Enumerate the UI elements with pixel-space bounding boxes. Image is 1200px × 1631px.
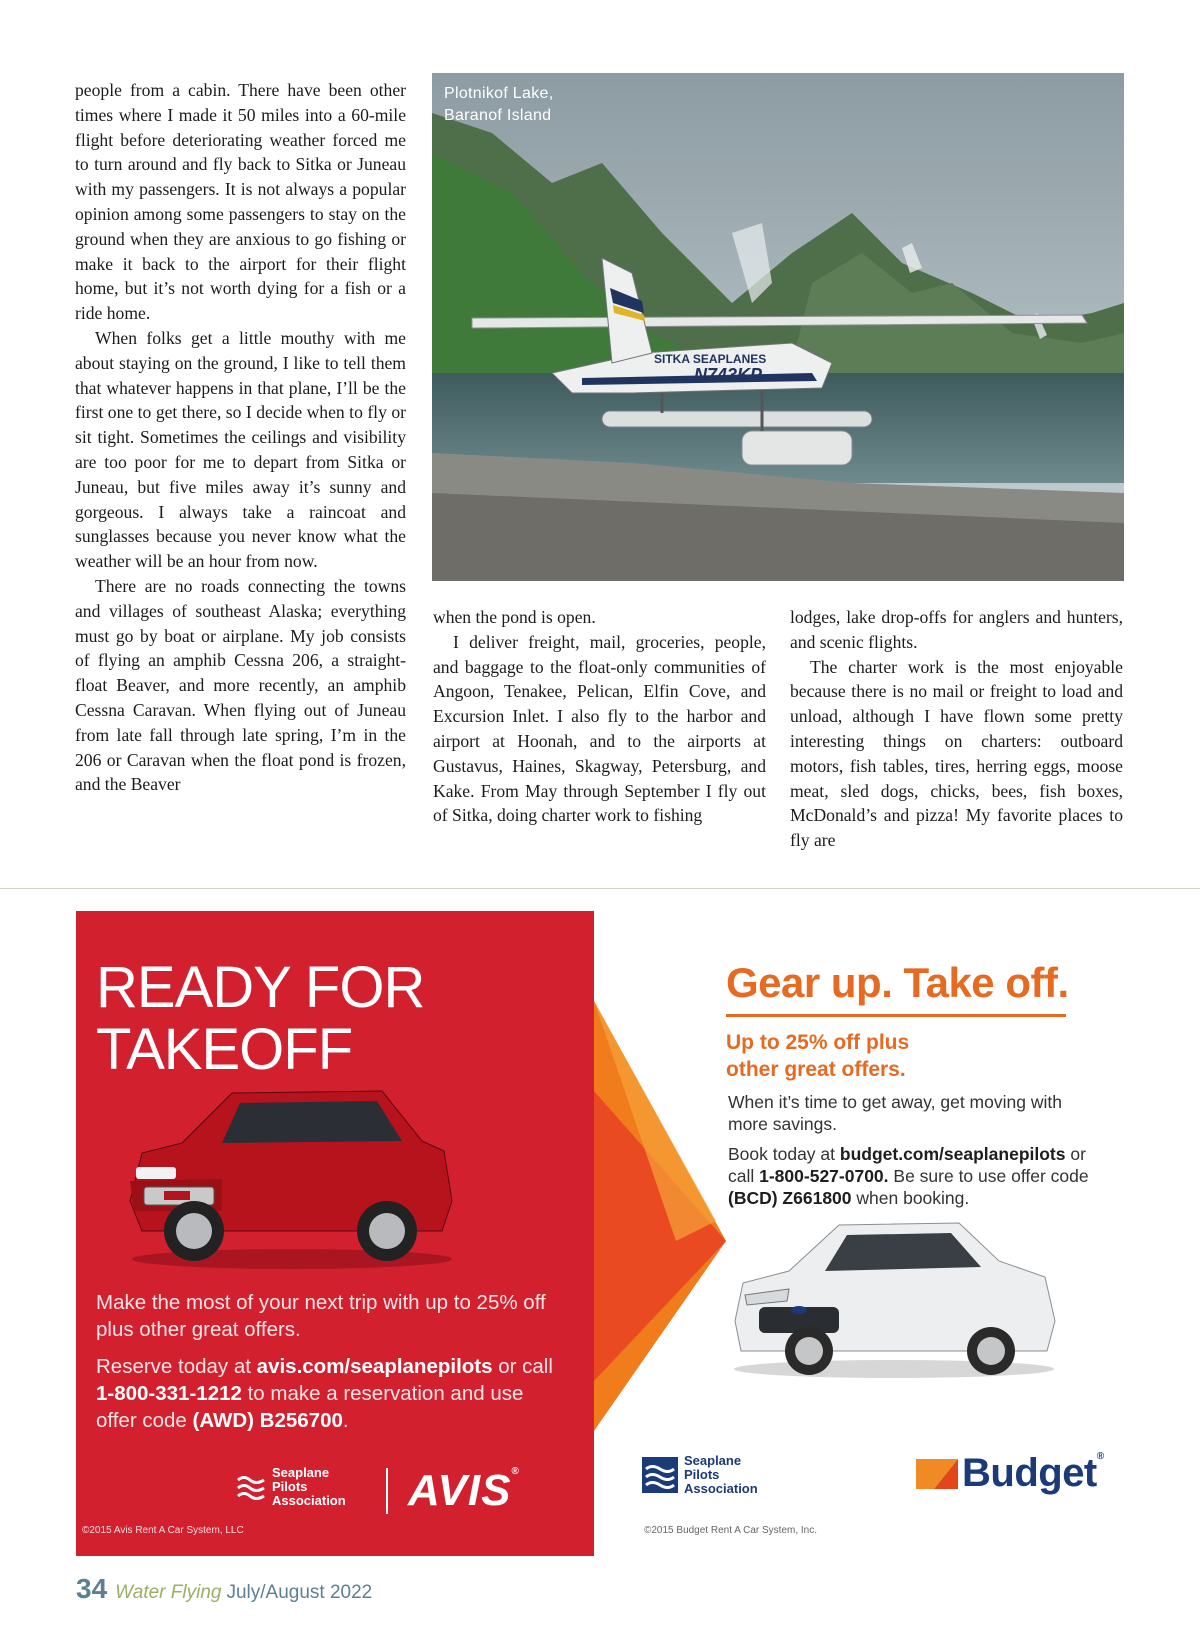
ssa-line: Seaplane <box>684 1453 742 1468</box>
photo-caption <box>444 83 604 127</box>
budget-copyright: ©2015 Budget Rent A Car System, Inc. <box>644 1525 818 1536</box>
text-span: when booking. <box>851 1188 970 1208</box>
budget-book-text <box>728 1143 1108 1209</box>
text-span: Book today at <box>728 1144 840 1164</box>
avis-headline <box>96 957 424 1081</box>
advertisement <box>76 911 1124 1556</box>
avis-phone-number: 1-800-331-1212 <box>96 1382 242 1405</box>
budget-ssa-logo <box>642 1454 758 1496</box>
red-suv-image <box>122 1081 462 1271</box>
wave-icon <box>236 1472 266 1502</box>
caption-line: Baranof Island <box>444 107 552 124</box>
aircraft-registration: N743KP <box>694 365 763 385</box>
text-span: Be sure to use offer code <box>888 1166 1089 1186</box>
seaplane-photo <box>432 73 1124 581</box>
budget-phone-number: 1-800-527-0700. <box>759 1166 889 1186</box>
budget-subheadline <box>726 1029 986 1083</box>
caption-line: Plotnikof Lake, <box>444 85 554 102</box>
article-column-2 <box>433 605 766 828</box>
text-span: Reserve today at <box>96 1355 257 1378</box>
text-span: to make a reservation and use offer code <box>96 1382 524 1432</box>
seaplane-illustration <box>432 73 1124 581</box>
ssa-line: Association <box>272 1493 346 1508</box>
avis-body-copy <box>96 1289 566 1444</box>
budget-logo-text: Budget <box>962 1451 1097 1495</box>
issue-date: July/August 2022 <box>226 1582 373 1603</box>
registered-mark: ® <box>1096 1451 1104 1462</box>
avis-copyright: ©2015 Avis Rent A Car System, LLC <box>82 1525 244 1536</box>
section-divider <box>0 888 1200 889</box>
budget-logo <box>916 1451 1104 1496</box>
article-paragraph: when the pond is open. <box>433 607 596 627</box>
registered-mark: ® <box>511 1466 520 1477</box>
budget-logo-wordmark <box>962 1451 1104 1496</box>
article-paragraph: There are no roads connecting the towns and villages of southeast Alaska; everything must go by boat or airplane. My job consists of flying an amphib Cessna 206, a straight-float Beaver, and more recently, an amphib Cessna Caravan. When flying out of Juneau from late fall through late spring, I’m in the 206 or Caravan when the float pond is frozen, and the Beaver <box>75 575 406 795</box>
ssa-name <box>272 1466 346 1508</box>
budget-flag-icon <box>916 1459 958 1489</box>
ssa-line: Seaplane <box>272 1465 330 1480</box>
magazine-name: Water Flying <box>115 1582 222 1603</box>
article-paragraph: When folks get a little mouthy with me about staying on the ground, I like to tell them that whatever happens in that plane, I’ll be the first one to get there, so I decide when to fly or sit tight. Sometimes the ceilings and visibility are too poor for me to depart from Sitka or Juneau, but five miles away it’s sunny and gorgeous. I always take a raincoat and sunglasses because you never know what the weather will be an hour from now. <box>75 327 406 572</box>
headline-line: TAKEOFF <box>96 1017 353 1082</box>
article-paragraph: lodges, lake drop-offs for anglers and hunters, and scenic flights. <box>790 607 1123 652</box>
article-paragraph: I deliver freight, mail, groceries, people, and baggage to the float-only communities of Angoon, Tenakee, Pelican, Elfin Cove, and Excursion Inlet. I also fly to the harbor and airport at Hoonah, and to the airports at Gustavus, Haines, Skagway, Petersburg, and Kake. From May through September I fly out of Sitka, doing charter work to fishing <box>433 631 766 826</box>
text-span: or call <box>492 1355 553 1378</box>
budget-url-link[interactable]: budget.com/seaplanepilots <box>839 1144 1066 1164</box>
ssa-line: Pilots <box>272 1479 308 1494</box>
text-span: or call <box>728 1144 1086 1186</box>
article-paragraph: people from a cabin. There have been other times where I made it 50 miles into a 60-mile flight before deteriorating weather forced me to turn around and fly back to Sitka or Juneau with my passengers. It is not always a popular opinion among some passengers to stay on the ground when they are anxious to go fishing or make it back to the airport for their flight home, but it’s not worth dying for a fish or a ride home. <box>75 80 406 324</box>
budget-headline: Gear up. Take off. <box>726 959 1069 1006</box>
wave-icon <box>642 1457 678 1493</box>
avis-url-link[interactable]: avis.com/seaplanepilots <box>256 1355 493 1378</box>
budget-intro-text: When it’s time to get away, get moving with more savings. <box>728 1092 1062 1134</box>
budget-offer-code: (BCD) Z661800 <box>728 1188 852 1208</box>
white-sedan-image <box>729 1211 1059 1381</box>
logo-separator <box>386 1468 388 1514</box>
avis-ssa-logo <box>236 1466 346 1508</box>
headline-line: READY FOR <box>96 955 425 1020</box>
subheadline-line: other great offers. <box>726 1058 906 1081</box>
ssa-line: Pilots <box>684 1467 720 1482</box>
avis-logo <box>408 1466 520 1516</box>
avis-offer-code: (AWD) B256700 <box>192 1409 343 1432</box>
budget-ad-panel <box>594 911 1124 1556</box>
page-footer <box>76 1573 372 1605</box>
page-number: 34 <box>76 1573 108 1604</box>
fuselage-text: SITKA SEAPLANES <box>654 352 767 366</box>
ssa-name <box>684 1454 758 1496</box>
ssa-line: Association <box>684 1481 758 1496</box>
article-column-1 <box>75 78 406 797</box>
article-paragraph: The charter work is the most enjoyable because there is no mail or freight to load and unload, although I have flown some pretty interesting things on charters: outboard motors, fish tables, tires, herring eggs, moose meat, sled dogs, chicks, bees, fish boxes, McDonald’s and pizza! My favorite places to fly are <box>790 656 1123 851</box>
article-column-3 <box>790 605 1123 853</box>
headline-rule <box>726 1014 1066 1017</box>
subheadline-line: Up to 25% off plus <box>726 1031 910 1054</box>
avis-offer-text: Make the most of your next trip with up to 25% off plus other great offers. <box>96 1291 546 1341</box>
avis-logo-text: AVIS <box>408 1466 512 1515</box>
text-span: . <box>342 1409 349 1432</box>
avis-ad-panel <box>76 911 594 1556</box>
avis-reserve-text <box>96 1353 566 1434</box>
